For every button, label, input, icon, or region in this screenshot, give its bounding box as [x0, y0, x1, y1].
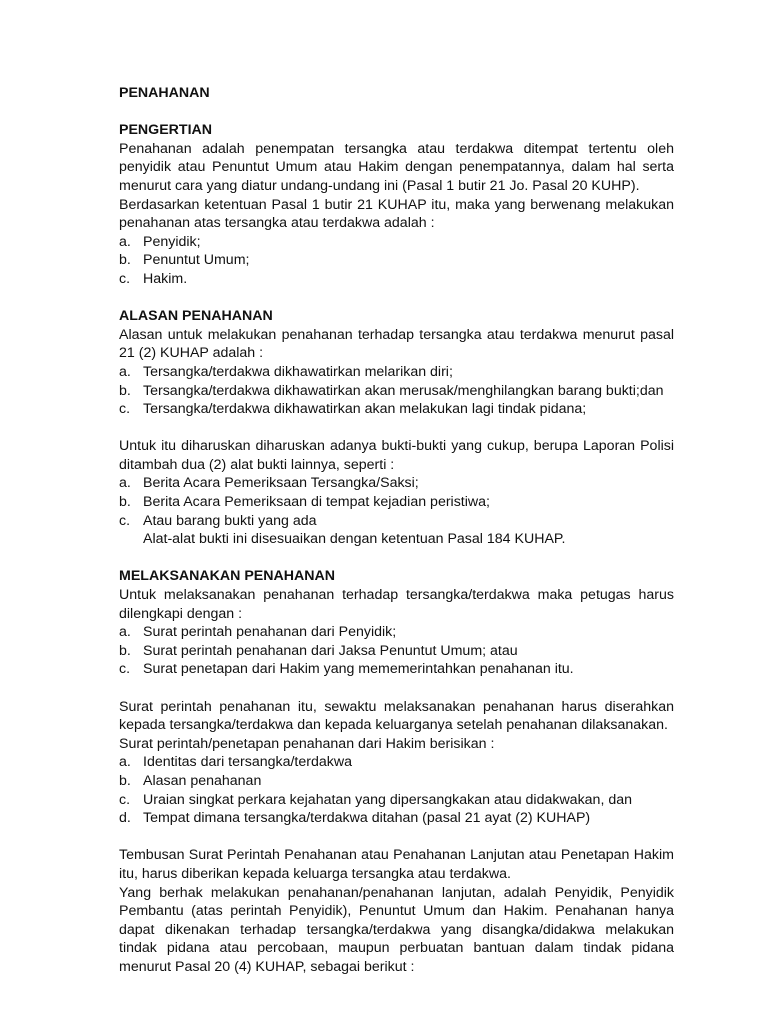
list-item — [119, 474, 674, 493]
list-item-text: Uraian singkat perkara kejahatan yang dipersangkakan atau didakwakan, dan — [143, 791, 633, 808]
list-marker: b. — [119, 494, 131, 511]
list-item-text: Surat penetapan dari Hakim yang mememerintahkan penahanan itu. — [143, 661, 574, 678]
list-item-text: Identitas dari tersangka/terdakwa — [143, 754, 352, 771]
list-item-text: Alasan penahanan — [143, 772, 262, 789]
list-item-text: Tersangka/terdakwa dikhawatirkan akan melakukan lagi tindak pidana; — [143, 401, 587, 418]
list-marker: a. — [119, 363, 131, 380]
list — [119, 623, 674, 679]
list-item-text: Atau barang bukti yang ada — [143, 512, 317, 529]
list-marker: d. — [119, 810, 131, 827]
list-item-text: Tersangka/terdakwa dikhawatirkan akan merusak/menghilangkan barang bukti;dan — [143, 382, 664, 399]
paragraph: Surat perintah/penetapan penahanan dari Hakim berisikan : — [119, 735, 495, 752]
paragraph: Berdasarkan ketentuan Pasal 1 butir 21 KUHAP itu, maka yang berwenang melakukan penahanan atas tersangka atau terdakwa adalah : — [119, 196, 674, 232]
list-marker: c. — [119, 401, 131, 418]
list-item — [119, 642, 674, 661]
paragraph: Untuk melaksanakan penahanan terhadap tersangka/terdakwa maka petugas harus dilengkapi dengan : — [119, 587, 674, 622]
list-marker: b. — [119, 382, 131, 399]
list-item — [119, 772, 674, 791]
section-heading-alasan: ALASAN PENAHANAN — [119, 308, 273, 325]
paragraph: Untuk itu diharuskan diharuskan adanya bukti-bukti yang cukup, berupa Laporan Polisi ditambah dua (2) alat bukti lainnya, seperti : — [119, 438, 674, 473]
list-item-text: Penuntut Umum; — [143, 252, 250, 269]
paragraph: Surat perintah penahanan itu, sewaktu melaksanakan penahanan harus diserahkan kepada tersangka/terdakwa dan kepada keluarganya setelah penahanan dilaksanakan. — [119, 698, 674, 734]
list-marker: b. — [119, 642, 131, 659]
list-marker: b. — [119, 772, 131, 789]
list-marker: a. — [119, 233, 131, 250]
list — [119, 363, 674, 419]
list-item — [119, 251, 674, 270]
list-item — [119, 753, 674, 772]
list-item-text: Surat perintah penahanan dari Penyidik; — [143, 624, 397, 641]
section-heading-pengertian: PENGERTIAN — [119, 122, 213, 139]
list — [119, 474, 674, 530]
list-item — [119, 791, 674, 810]
list-item-text: Berita Acara Pemeriksaan Tersangka/Saksi; — [143, 475, 419, 492]
list-item — [119, 660, 674, 679]
list-item-text: Hakim. — [143, 270, 188, 287]
list-item — [119, 623, 674, 642]
list-item — [119, 809, 674, 828]
list-marker: c. — [119, 512, 131, 529]
spacer — [119, 103, 674, 122]
list-item — [119, 512, 674, 531]
list-marker: c. — [119, 661, 131, 678]
list-marker: a. — [119, 475, 131, 492]
list-marker: c. — [119, 270, 131, 287]
spacer — [119, 549, 674, 568]
list-marker: c. — [119, 791, 131, 808]
list — [119, 753, 674, 827]
paragraph: Penahanan adalah penempatan tersangka atau terdakwa ditempat tertentu oleh penyidik atau Penuntut Umum atau Hakim dengan penempatannya, dalam hal serta menurut cara yang diatur undang-undang ini (Pasal 1 butir 21 Jo. Pasal 20 KUHP). — [119, 140, 674, 194]
paragraph: Alasan untuk melakukan penahanan terhadap tersangka atau terdakwa menurut pasal 21 (2) KUHAP adalah : — [119, 326, 674, 362]
list-item — [119, 233, 674, 252]
list-item-text: Tersangka/terdakwa dikhawatirkan melarikan diri; — [143, 363, 453, 380]
list-marker: a. — [119, 754, 131, 771]
note-text: Alat-alat bukti ini disesuaikan dengan ketentuan Pasal 184 KUHAP. — [143, 531, 566, 548]
list-item — [119, 363, 674, 382]
document-title: PENAHANAN — [119, 85, 210, 101]
list-item-text: Surat perintah penahanan dari Jaksa Penuntut Umum; atau — [143, 642, 518, 659]
spacer — [119, 828, 674, 847]
list-item — [119, 382, 674, 401]
list-item — [119, 400, 674, 419]
paragraph: Tembusan Surat Perintah Penahanan atau Penahanan Lanjutan atau Penetapan Hakim itu, harus diberikan kepada keluarga tersangka atau terdakwa. — [119, 847, 674, 882]
list-marker: b. — [119, 252, 131, 269]
list-item-text: Berita Acara Pemeriksaan di tempat kejadian peristiwa; — [143, 494, 490, 511]
spacer — [119, 289, 674, 308]
list-marker: a. — [119, 624, 131, 641]
section-heading-melaksanakan: MELAKSANAKAN PENAHANAN — [119, 568, 335, 585]
spacer — [119, 419, 674, 438]
spacer — [119, 679, 674, 698]
list-item-text: Penyidik; — [143, 233, 201, 250]
paragraph: Yang berhak melakukan penahanan/penahanan lanjutan, adalah Penyidik, Penyidik Pembantu (atas perintah Penyidik), Penuntut Umum dan Hakim. Penahanan hanya dapat dikenakan terhadap tersangka/terdakwa yang disangka/didakwa melakukan tindak pidana atau percobaan, maupun perbuatan bantuan dalam tindak pidana menurut Pasal 20 (4) KUHAP, sebagai berikut : — [119, 884, 674, 975]
list — [119, 233, 674, 289]
list-item — [119, 493, 674, 512]
list-item — [119, 270, 674, 289]
list-item-text: Tempat dimana tersangka/terdakwa ditahan (pasal 21 ayat (2) KUHAP) — [143, 810, 591, 827]
